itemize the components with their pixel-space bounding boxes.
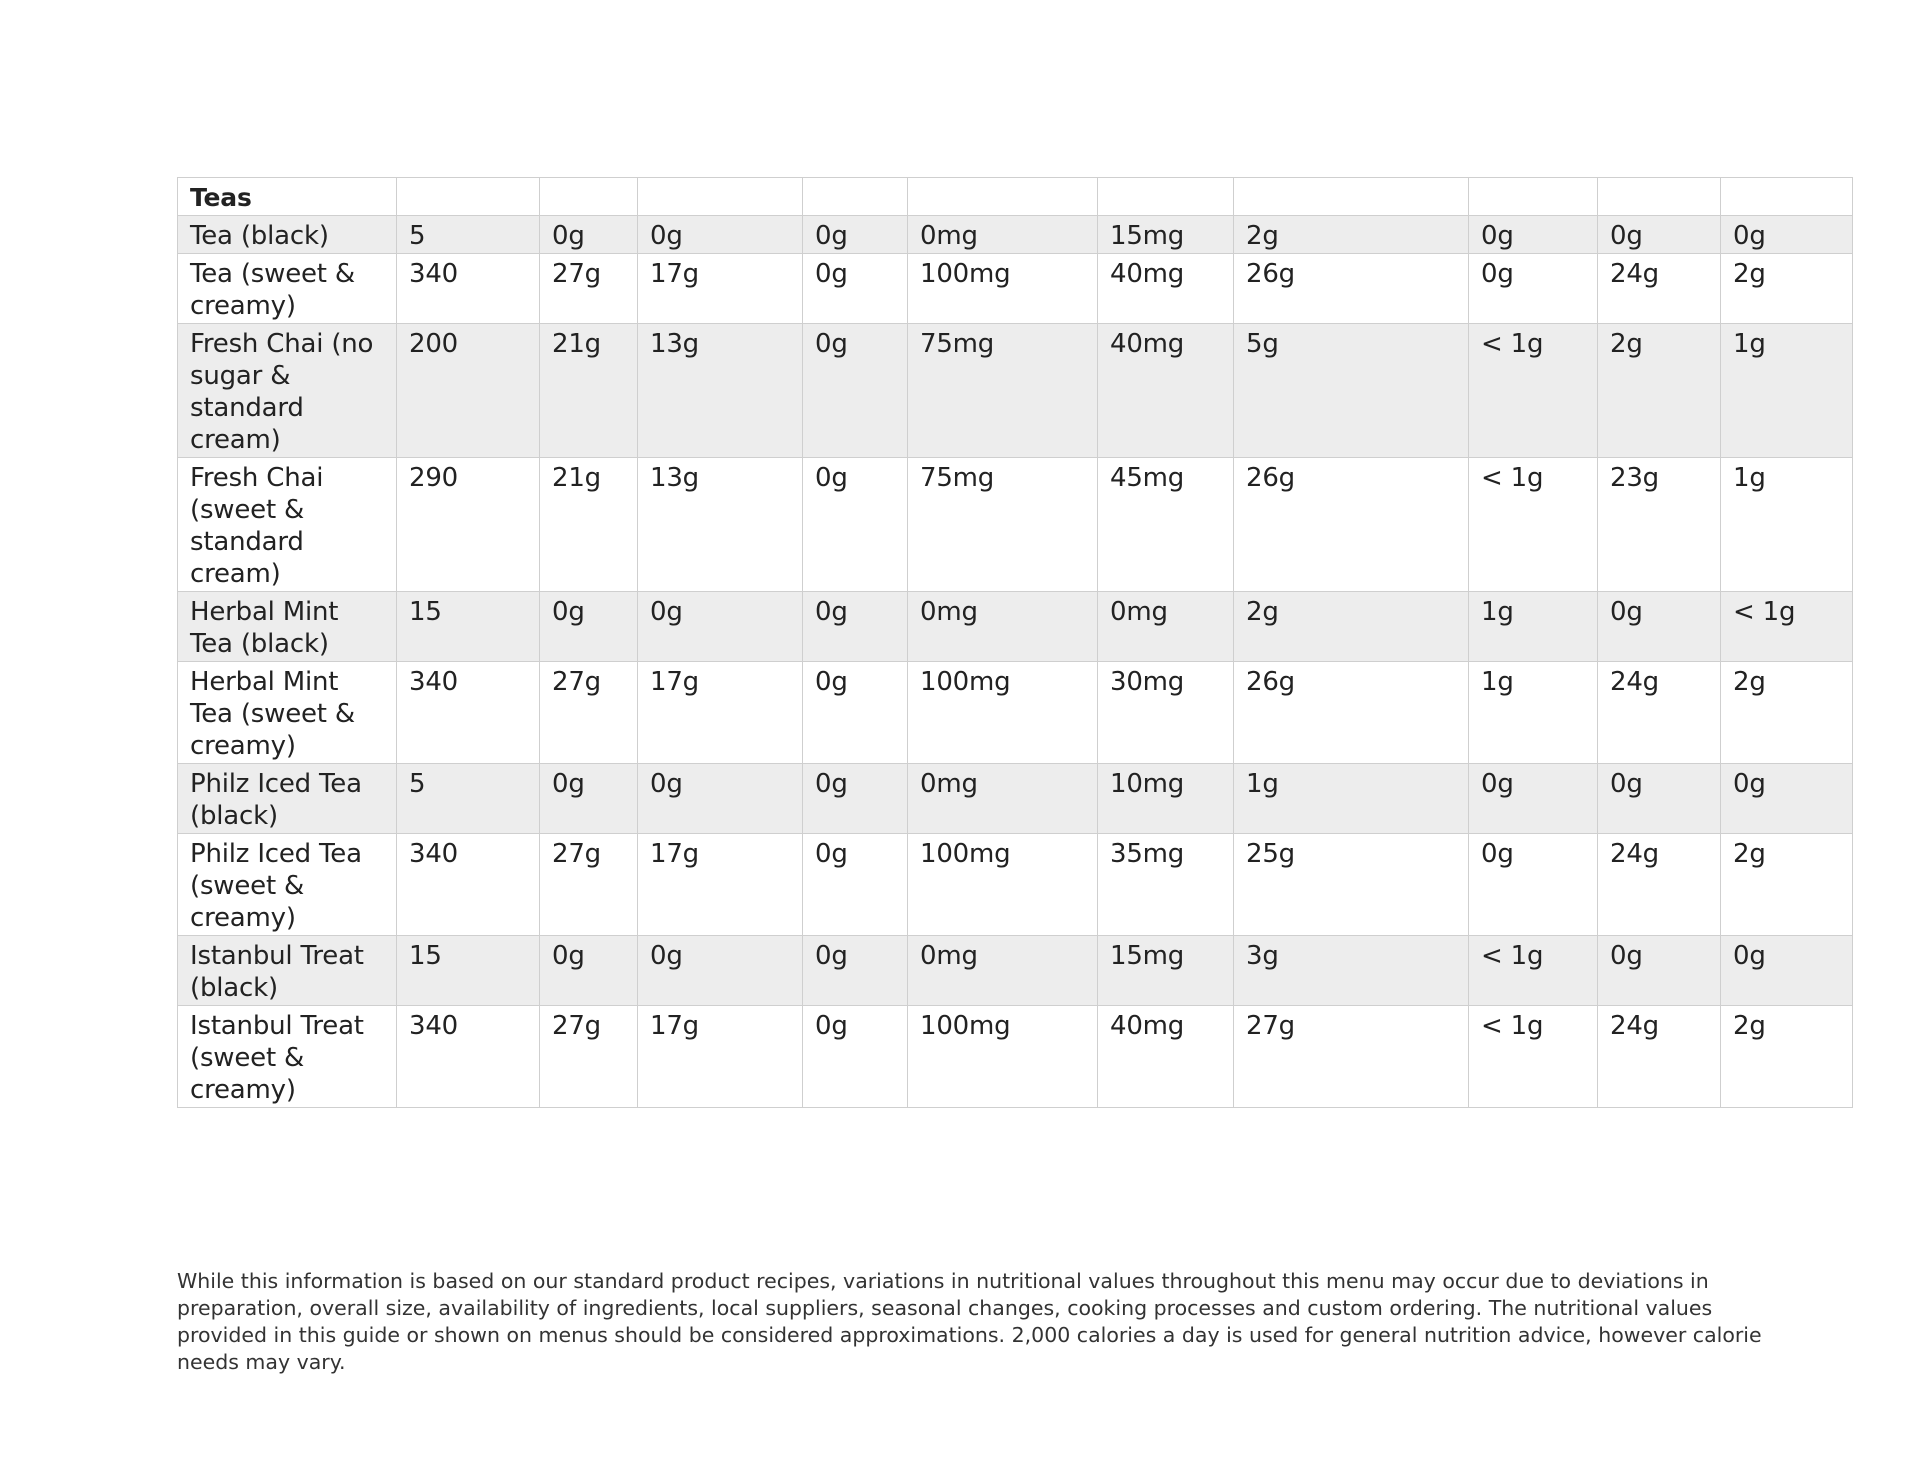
value-cell: 0mg xyxy=(908,216,1098,254)
header-cell xyxy=(1598,178,1721,216)
section-title: Teas xyxy=(178,178,397,216)
value-cell: 0g xyxy=(638,764,803,834)
value-cell: 0g xyxy=(1721,936,1853,1006)
value-cell: 1g xyxy=(1721,458,1853,592)
value-cell: 13g xyxy=(638,324,803,458)
value-cell: 26g xyxy=(1234,458,1469,592)
value-cell: 340 xyxy=(397,1006,540,1108)
header-cell xyxy=(908,178,1098,216)
value-cell: 0g xyxy=(1469,834,1598,936)
value-cell: 0g xyxy=(540,216,638,254)
header-cell xyxy=(638,178,803,216)
header-cell xyxy=(1721,178,1853,216)
value-cell: 0g xyxy=(803,662,908,764)
section-header-row xyxy=(178,178,1853,216)
value-cell: 100mg xyxy=(908,1006,1098,1108)
table-row xyxy=(178,458,1853,592)
item-name-cell: Fresh Chai (sweet & standard cream) xyxy=(178,458,397,592)
value-cell: 290 xyxy=(397,458,540,592)
value-cell: 17g xyxy=(638,834,803,936)
value-cell: 2g xyxy=(1721,662,1853,764)
value-cell: 2g xyxy=(1234,216,1469,254)
value-cell: 0mg xyxy=(1098,592,1234,662)
item-name-cell: Fresh Chai (no sugar & standard cream) xyxy=(178,324,397,458)
table-row xyxy=(178,936,1853,1006)
value-cell: 40mg xyxy=(1098,1006,1234,1108)
value-cell: 0g xyxy=(803,834,908,936)
table-row xyxy=(178,324,1853,458)
value-cell: 0g xyxy=(638,592,803,662)
value-cell: 100mg xyxy=(908,662,1098,764)
value-cell: 340 xyxy=(397,834,540,936)
value-cell: 30mg xyxy=(1098,662,1234,764)
value-cell: 0g xyxy=(803,1006,908,1108)
table-row xyxy=(178,1006,1853,1108)
value-cell: 100mg xyxy=(908,834,1098,936)
item-name-cell: Tea (black) xyxy=(178,216,397,254)
value-cell: 0mg xyxy=(908,592,1098,662)
header-cell xyxy=(397,178,540,216)
value-cell: 0g xyxy=(1598,216,1721,254)
value-cell: 23g xyxy=(1598,458,1721,592)
value-cell: 24g xyxy=(1598,1006,1721,1108)
header-cell xyxy=(1469,178,1598,216)
value-cell: 0g xyxy=(1598,936,1721,1006)
table-row xyxy=(178,834,1853,936)
value-cell: 2g xyxy=(1721,834,1853,936)
value-cell: 2g xyxy=(1721,1006,1853,1108)
value-cell: 27g xyxy=(540,662,638,764)
value-cell: 0g xyxy=(803,764,908,834)
value-cell: 15 xyxy=(397,936,540,1006)
item-name-cell: Istanbul Treat (sweet & creamy) xyxy=(178,1006,397,1108)
value-cell: 0g xyxy=(638,936,803,1006)
value-cell: 3g xyxy=(1234,936,1469,1006)
nutrition-table xyxy=(177,177,1853,1108)
value-cell: 0g xyxy=(803,458,908,592)
value-cell: 17g xyxy=(638,254,803,324)
value-cell: 0g xyxy=(803,592,908,662)
value-cell: 24g xyxy=(1598,662,1721,764)
value-cell: 75mg xyxy=(908,324,1098,458)
value-cell: 0g xyxy=(1469,764,1598,834)
value-cell: 1g xyxy=(1469,592,1598,662)
value-cell: 0g xyxy=(803,254,908,324)
value-cell: 45mg xyxy=(1098,458,1234,592)
value-cell: < 1g xyxy=(1469,458,1598,592)
value-cell: < 1g xyxy=(1469,936,1598,1006)
value-cell: < 1g xyxy=(1469,324,1598,458)
value-cell: 40mg xyxy=(1098,324,1234,458)
value-cell: 40mg xyxy=(1098,254,1234,324)
value-cell: 26g xyxy=(1234,662,1469,764)
value-cell: 15mg xyxy=(1098,936,1234,1006)
table-row xyxy=(178,764,1853,834)
value-cell: 0g xyxy=(803,216,908,254)
value-cell: 0g xyxy=(540,764,638,834)
value-cell: 75mg xyxy=(908,458,1098,592)
value-cell: 24g xyxy=(1598,834,1721,936)
table-row xyxy=(178,662,1853,764)
value-cell: 21g xyxy=(540,458,638,592)
value-cell: 0g xyxy=(1598,764,1721,834)
disclaimer-text: While this information is based on our standard product recipes, variations in nutritional values throughout this menu may occur due to deviations in preparation, overall size, availability of ingredients, local suppliers, seasonal changes, cooking processes and custom ordering. The nutritional values provided in this guide or shown on menus should be considered approximations. 2,000 calories a day is used for general nutrition advice, however calorie needs may vary. xyxy=(177,1269,1762,1374)
table-row xyxy=(178,254,1853,324)
value-cell: 0g xyxy=(1721,216,1853,254)
item-name-cell: Istanbul Treat (black) xyxy=(178,936,397,1006)
value-cell: 0g xyxy=(1469,254,1598,324)
value-cell: 27g xyxy=(540,834,638,936)
value-cell: 0g xyxy=(803,936,908,1006)
value-cell: 24g xyxy=(1598,254,1721,324)
value-cell: 26g xyxy=(1234,254,1469,324)
value-cell: < 1g xyxy=(1721,592,1853,662)
value-cell: 0g xyxy=(540,592,638,662)
value-cell: 35mg xyxy=(1098,834,1234,936)
value-cell: 1g xyxy=(1721,324,1853,458)
item-name-cell: Philz Iced Tea (sweet & creamy) xyxy=(178,834,397,936)
header-cell xyxy=(803,178,908,216)
value-cell: 0g xyxy=(803,324,908,458)
value-cell: 21g xyxy=(540,324,638,458)
value-cell: 0g xyxy=(1721,764,1853,834)
value-cell: 200 xyxy=(397,324,540,458)
value-cell: 0g xyxy=(1469,216,1598,254)
value-cell: 15 xyxy=(397,592,540,662)
value-cell: 2g xyxy=(1598,324,1721,458)
value-cell: 1g xyxy=(1469,662,1598,764)
value-cell: 100mg xyxy=(908,254,1098,324)
value-cell: 5 xyxy=(397,216,540,254)
header-cell xyxy=(540,178,638,216)
value-cell: 10mg xyxy=(1098,764,1234,834)
item-name-cell: Philz Iced Tea (black) xyxy=(178,764,397,834)
value-cell: 2g xyxy=(1234,592,1469,662)
table-row xyxy=(178,216,1853,254)
value-cell: 340 xyxy=(397,254,540,324)
value-cell: 5g xyxy=(1234,324,1469,458)
value-cell: 5 xyxy=(397,764,540,834)
value-cell: 0g xyxy=(540,936,638,1006)
item-name-cell: Tea (sweet & creamy) xyxy=(178,254,397,324)
header-cell xyxy=(1234,178,1469,216)
value-cell: 2g xyxy=(1721,254,1853,324)
value-cell: 0mg xyxy=(908,764,1098,834)
value-cell: 25g xyxy=(1234,834,1469,936)
value-cell: 0mg xyxy=(908,936,1098,1006)
table-row xyxy=(178,592,1853,662)
value-cell: 27g xyxy=(540,1006,638,1108)
value-cell: 27g xyxy=(1234,1006,1469,1108)
value-cell: 27g xyxy=(540,254,638,324)
value-cell: 13g xyxy=(638,458,803,592)
header-cell xyxy=(1098,178,1234,216)
value-cell: 17g xyxy=(638,662,803,764)
item-name-cell: Herbal Mint Tea (black) xyxy=(178,592,397,662)
value-cell: < 1g xyxy=(1469,1006,1598,1108)
value-cell: 17g xyxy=(638,1006,803,1108)
value-cell: 0g xyxy=(1598,592,1721,662)
value-cell: 340 xyxy=(397,662,540,764)
item-name-cell: Herbal Mint Tea (sweet & creamy) xyxy=(178,662,397,764)
value-cell: 0g xyxy=(638,216,803,254)
value-cell: 15mg xyxy=(1098,216,1234,254)
value-cell: 1g xyxy=(1234,764,1469,834)
